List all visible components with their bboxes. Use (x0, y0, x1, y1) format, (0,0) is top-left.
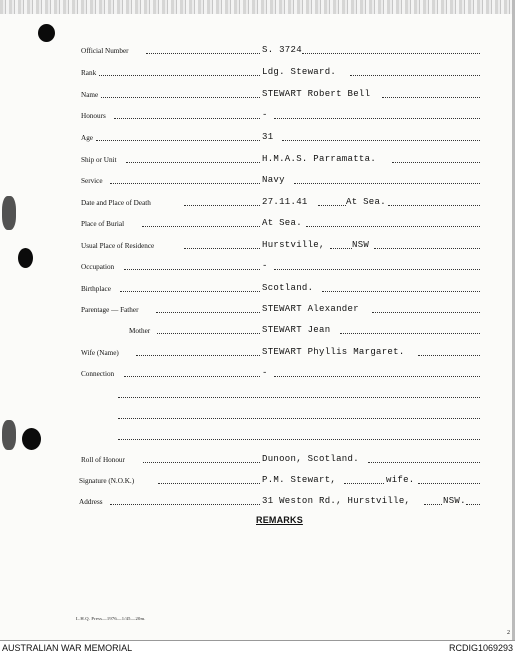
dotted-leader (350, 75, 480, 76)
dotted-leader (110, 183, 260, 184)
field-service (0, 174, 515, 188)
field-parentage-mother (0, 324, 515, 338)
field-label: Place of Burial (81, 220, 125, 228)
field-value: 31 (262, 132, 274, 142)
dotted-leader (388, 205, 480, 206)
dotted-leader (424, 504, 442, 505)
field-label: Date and Place of Death (81, 199, 151, 207)
field-value: - (262, 368, 268, 378)
field-occupation (0, 260, 515, 274)
blank-line (118, 439, 480, 440)
scan-edge-strip (0, 0, 515, 14)
field-value: Ldg. Steward. (262, 67, 337, 77)
page-mark: 2 (507, 630, 510, 636)
field-label: Usual Place of Residence (81, 242, 155, 250)
dotted-leader (110, 504, 260, 505)
footer-record-id: RCDIG1069293 (448, 643, 513, 653)
dotted-leader (274, 269, 480, 270)
punch-hole-bottom (22, 428, 41, 450)
field-value: - (262, 261, 268, 271)
field-value-secondary: NSW (352, 240, 370, 250)
dotted-leader (114, 118, 260, 119)
dotted-leader (418, 355, 480, 356)
dotted-leader (372, 312, 480, 313)
field-label: Ship or Unit (81, 156, 117, 164)
field-label: Rank (81, 69, 97, 77)
blank-line (118, 418, 480, 419)
dotted-leader (282, 140, 480, 141)
dotted-leader (120, 291, 260, 292)
dotted-leader (124, 269, 260, 270)
field-value: Navy (262, 175, 285, 185)
field-connection (0, 367, 515, 381)
field-age (0, 131, 515, 145)
dotted-leader (99, 75, 260, 76)
dotted-leader (330, 248, 352, 249)
field-value: H.M.A.S. Parramatta. (262, 154, 377, 164)
dotted-leader (124, 376, 260, 377)
dotted-leader (318, 205, 346, 206)
field-value: Scotland. (262, 283, 314, 293)
dotted-leader (322, 291, 480, 292)
field-value-secondary: NSW. (443, 496, 466, 506)
field-value: At Sea. (262, 218, 302, 228)
dotted-leader (340, 333, 480, 334)
dotted-leader (158, 483, 260, 484)
field-value-secondary: wife. (386, 475, 415, 485)
field-label: Parentage — Father (81, 306, 139, 314)
field-honours (0, 109, 515, 123)
dotted-leader (96, 140, 260, 141)
archive-footer (0, 640, 515, 655)
dotted-leader (136, 355, 260, 356)
field-value: 31 Weston Rd., Hurstville, (262, 496, 411, 506)
dotted-leader (392, 162, 480, 163)
field-date-place-of-death (0, 196, 515, 210)
field-value: 27.11.41 (262, 197, 308, 207)
dotted-leader (274, 118, 480, 119)
binding-mark-lower (2, 420, 16, 450)
footer-institution: AUSTRALIAN WAR MEMORIAL (2, 643, 133, 653)
field-label: Birthplace (81, 285, 111, 293)
field-value: STEWART Robert Bell (262, 89, 371, 99)
field-label: Occupation (81, 263, 115, 271)
dotted-leader (184, 205, 260, 206)
field-value: Hurstville, (262, 240, 325, 250)
field-value: - (262, 110, 268, 120)
field-label: Name (81, 91, 99, 99)
dotted-leader (344, 483, 384, 484)
dotted-leader (294, 183, 480, 184)
field-rank (0, 66, 515, 80)
dotted-leader (146, 53, 260, 54)
field-value: STEWART Jean (262, 325, 331, 335)
field-label: Connection (81, 370, 115, 378)
dotted-leader (101, 97, 260, 98)
field-label: Roll of Honour (81, 456, 125, 464)
field-value: STEWART Phyllis Margaret. (262, 347, 405, 357)
dotted-leader (382, 97, 480, 98)
field-parentage-father (0, 303, 515, 317)
punch-hole-top (38, 24, 55, 42)
blank-line (118, 397, 480, 398)
field-label: Service (81, 177, 103, 185)
field-label: Age (81, 134, 93, 142)
field-label: Honours (81, 112, 106, 120)
printer-imprint: L.H.Q. Press—1976—1/45—20m. (76, 616, 146, 621)
field-label: Signature (N.O.K.) (79, 477, 135, 485)
field-roll-of-honour (0, 453, 515, 467)
field-address (0, 495, 515, 509)
dotted-leader (306, 226, 480, 227)
field-wife-name (0, 346, 515, 360)
field-ship-or-unit (0, 153, 515, 167)
field-usual-residence (0, 239, 515, 253)
dotted-leader (157, 333, 260, 334)
dotted-leader (374, 248, 480, 249)
field-signature-nok (0, 474, 515, 488)
dotted-leader (466, 504, 480, 505)
field-label: Mother (129, 327, 151, 335)
field-birthplace (0, 282, 515, 296)
field-place-of-burial (0, 217, 515, 231)
field-value-secondary: At Sea. (346, 197, 386, 207)
field-value: P.M. Stewart, (262, 475, 337, 485)
dotted-leader (184, 248, 260, 249)
dotted-leader (126, 162, 260, 163)
field-label: Wife (Name) (81, 349, 119, 357)
dotted-leader (274, 376, 480, 377)
dotted-leader (156, 312, 260, 313)
remarks-heading: REMARKS (256, 515, 303, 525)
dotted-leader (142, 226, 260, 227)
field-value: Dunoon, Scotland. (262, 454, 359, 464)
dotted-leader (418, 483, 480, 484)
field-label: Official Number (81, 47, 129, 55)
field-value: STEWART Alexander (262, 304, 359, 314)
dotted-leader (143, 462, 260, 463)
field-name (0, 88, 515, 102)
field-value: S. 3724 (262, 45, 302, 55)
field-official-number (0, 44, 515, 58)
dotted-leader (368, 462, 480, 463)
dotted-leader (302, 53, 480, 54)
field-label: Address (79, 498, 103, 506)
